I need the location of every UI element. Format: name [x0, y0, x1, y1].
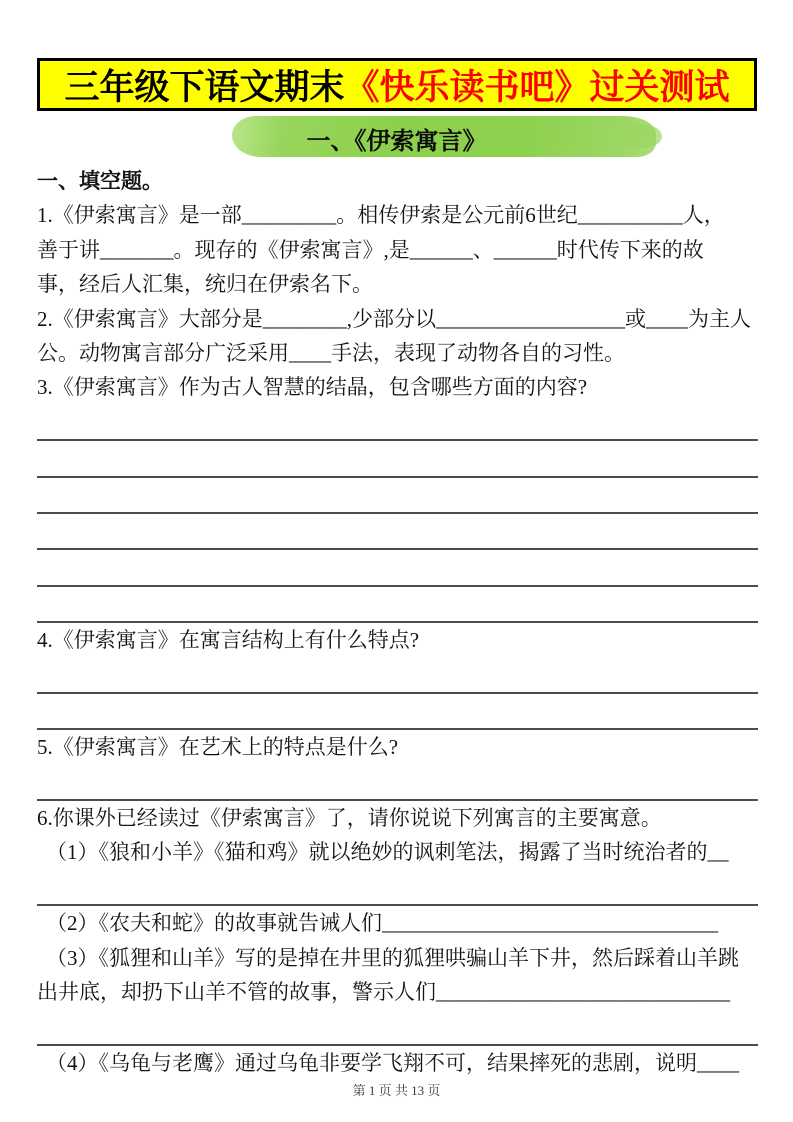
title-text-main: 三年级下语文期末	[64, 67, 345, 107]
question-content	[37, 164, 758, 1080]
question-1-line-1: 1.《伊索寓言》是一部_________。相传伊索是公元前6世纪__________人，	[37, 203, 725, 228]
answer-line	[37, 765, 758, 801]
title-text-highlight: 《快乐读书吧》过关测试	[344, 67, 730, 107]
question-6-item-3-line-2: 出井底，却扔下山羊不管的故事，警示人们____________________________	[37, 979, 730, 1004]
subtitle-band	[0, 113, 793, 161]
page-number: 第 1 页 共 13 页	[352, 1083, 441, 1098]
subtitle: 一、《伊索寓言》	[306, 129, 487, 155]
question-4: 4.《伊索寓言》在寓言结构上有什么特点?	[37, 628, 420, 653]
answer-line	[37, 550, 758, 586]
question-6-intro: 6.你课外已经读过《伊索寓言》了，请你说说下列寓言的主要寓意。	[37, 806, 662, 831]
question-6-item-4: （4）《乌龟与老鹰》通过乌龟非要学飞翔不可，结果摔死的悲剧，说明____	[46, 1050, 739, 1075]
question-1-line-3: 事，经后人汇集，统归在伊索名下。	[37, 272, 373, 297]
question-2-line-1: 2.《伊索寓言》大部分是________,少部分以__________________或____为主人	[37, 306, 751, 331]
section-heading: 一、填空题。	[37, 169, 163, 193]
answer-line	[37, 657, 758, 693]
answer-line	[37, 587, 758, 623]
question-5: 5.《伊索寓言》在艺术上的特点是什么?	[37, 735, 399, 760]
question-6-item-3-line-1: （3）《狐狸和山羊》写的是掉在井里的狐狸哄骗山羊下井，然后踩着山羊跳	[46, 945, 739, 970]
answer-line	[37, 870, 758, 906]
answer-line	[37, 478, 758, 514]
answer-line	[37, 405, 758, 441]
question-6-item-2: （2）《农夫和蛇》的故事就告诫人们________________________________	[46, 911, 718, 936]
answer-line	[37, 694, 758, 730]
question-1-line-2: 善于讲_______。现存的《伊索寓言》,是______、______时代传下来的故	[37, 237, 704, 262]
question-2-line-2: 公。动物寓言部分广泛采用____手法，表现了动物各自的习性。	[37, 340, 625, 365]
question-6-item-1: （1）《狼和小羊》《猫和鸡》就以绝妙的讽刺笔法，揭露了当时统治者的__	[46, 840, 729, 865]
answer-line	[37, 514, 758, 550]
title-banner	[37, 58, 757, 111]
question-3: 3.《伊索寓言》作为古人智慧的结晶，包含哪些方面的内容?	[37, 375, 588, 400]
answer-line	[37, 1009, 758, 1045]
answer-line	[37, 441, 758, 477]
